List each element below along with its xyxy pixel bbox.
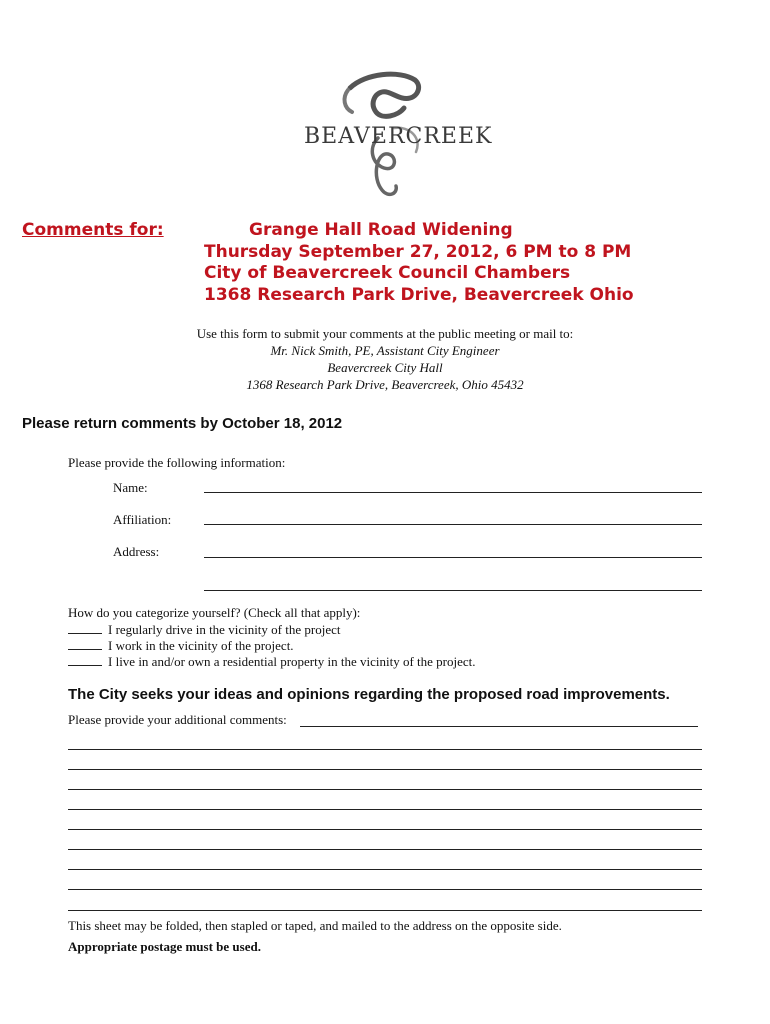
checkbox-blank[interactable]	[68, 623, 102, 634]
category-option[interactable]	[68, 638, 294, 654]
comments-field-line[interactable]	[68, 789, 702, 790]
info-prompt: Please provide the following information:	[68, 455, 286, 470]
recipient-office: Beavercreek City Hall	[327, 360, 443, 375]
comments-field-line[interactable]	[68, 849, 702, 850]
affiliation-field[interactable]	[204, 524, 702, 525]
project-title: Grange Hall Road Widening	[249, 220, 513, 240]
address-label: Address:	[113, 544, 160, 559]
logo-wordmark: BEAVERCREEK	[304, 124, 493, 149]
category-prompt: How do you categorize yourself? (Check all that apply):	[68, 605, 361, 620]
mailing-instructions	[0, 325, 770, 393]
name-field[interactable]	[204, 492, 702, 493]
recipient-address: 1368 Research Park Drive, Beavercreek, Ohio 45432	[246, 377, 524, 392]
recipient-name: Mr. Nick Smith, PE, Assistant City Engineer	[270, 343, 500, 358]
comments-field-line[interactable]	[68, 869, 702, 870]
address-field-line-2[interactable]	[204, 590, 702, 591]
comments-heading: The City seeks your ideas and opinions regarding the proposed road improvements.	[68, 686, 670, 703]
category-option-label: I live in and/or own a residential property in the vicinity of the project.	[108, 654, 476, 669]
comments-field-line[interactable]	[68, 829, 702, 830]
meeting-date: Thursday September 27, 2012, 6 PM to 8 PM	[204, 241, 632, 262]
category-option[interactable]	[68, 654, 476, 670]
address-field-line-1[interactable]	[204, 557, 702, 558]
instruction-text: Use this form to submit your comments at the public meeting or mail to:	[196, 326, 574, 341]
comments-field-line[interactable]	[68, 809, 702, 810]
comments-prompt: Please provide your additional comments:	[68, 712, 287, 727]
comments-for-label: Comments for:	[22, 220, 164, 240]
comments-field-line[interactable]	[68, 749, 702, 750]
comments-field-line[interactable]	[68, 769, 702, 770]
comments-field-line[interactable]	[68, 910, 702, 911]
meeting-address: 1368 Research Park Drive, Beavercreek Ohio	[204, 284, 634, 305]
checkbox-blank[interactable]	[68, 655, 102, 666]
meeting-venue: City of Beavercreek Council Chambers	[204, 263, 571, 283]
affiliation-label: Affiliation:	[113, 512, 172, 527]
beavercreek-logo	[290, 68, 493, 208]
fold-instructions: This sheet may be folded, then stapled or taped, and mailed to the address on the opposite side.	[68, 918, 562, 933]
meeting-details	[204, 220, 634, 306]
category-option[interactable]	[68, 622, 340, 638]
category-option-label: I regularly drive in the vicinity of the project	[108, 622, 341, 637]
category-option-label: I work in the vicinity of the project.	[108, 638, 294, 653]
name-label: Name:	[113, 480, 148, 495]
postage-note: Appropriate postage must be used.	[68, 939, 261, 954]
comments-field-first-line[interactable]	[300, 726, 698, 727]
comments-field-line[interactable]	[68, 889, 702, 890]
checkbox-blank[interactable]	[68, 639, 102, 650]
return-deadline: Please return comments by October 18, 2012	[22, 415, 343, 432]
